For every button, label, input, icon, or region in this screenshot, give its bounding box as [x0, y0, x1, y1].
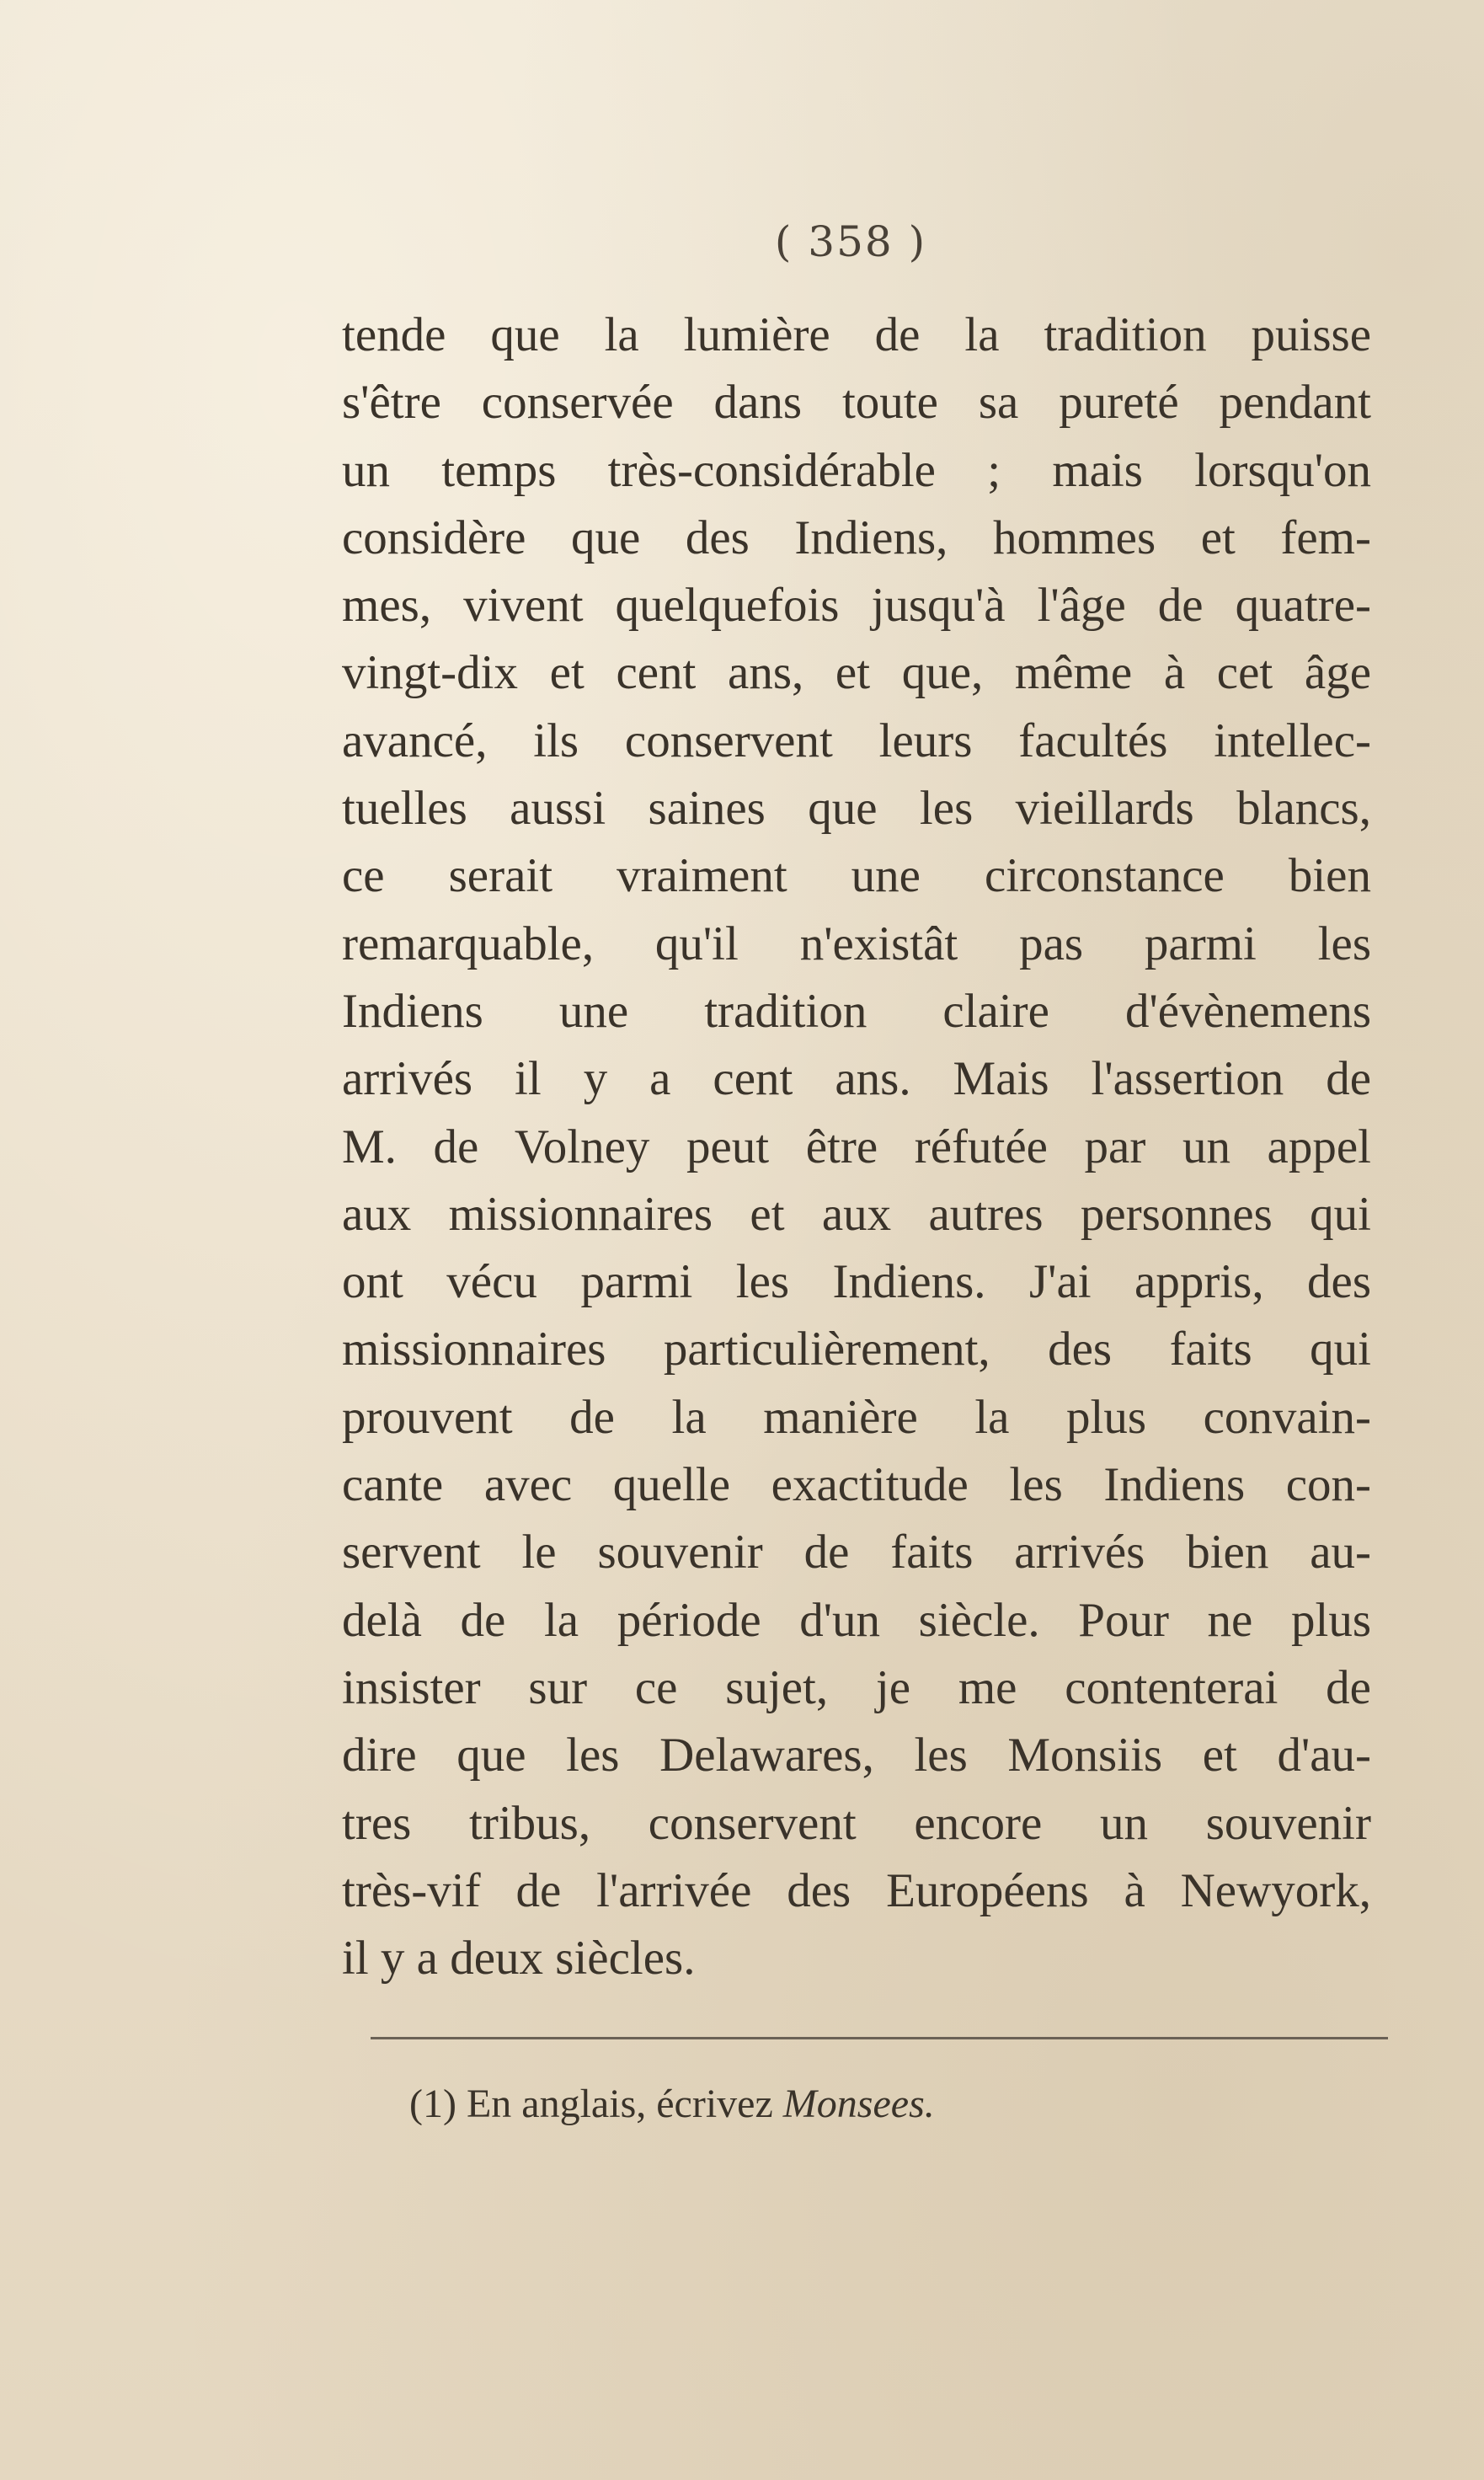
text-line: il y a deux siècles. — [342, 1932, 696, 1986]
text-line: ont vécu parmi les Indiens. J'ai appris, des — [342, 1255, 1371, 1309]
text-line: missionnaires particulièrement, des faits qui — [342, 1323, 1371, 1376]
text-line: tende que la lumière de la tradition puisse — [342, 308, 1371, 361]
text-line: servent le souvenir de faits arrivés bien au- — [342, 1526, 1371, 1579]
text-line: prouvent de la manière la plus convain- — [342, 1390, 1371, 1444]
text-line: aux missionnaires et aux autres personnes qui — [342, 1187, 1371, 1241]
text-line: ce serait vraiment une circonstance bien — [342, 849, 1371, 903]
text-line: mes, vivent quelquefois jusqu'à l'âge de quatre- — [342, 579, 1371, 633]
text-line: insister sur ce sujet, je me contenterai de — [342, 1660, 1371, 1714]
text-line: dire que les Delawares, les Monsiis et d'au- — [342, 1729, 1371, 1782]
text-line: tres tribus, conservent encore un souvenir — [342, 1796, 1371, 1850]
footnote-italic-term: Monsees. — [782, 2082, 935, 2126]
text-line: tuelles aussi saines que les vieillards blancs, — [342, 782, 1371, 836]
footnote — [409, 2081, 935, 2127]
text-line: remarquable, qu'il n'existât pas parmi les — [342, 917, 1371, 970]
footnote-rule — [371, 2037, 1388, 2039]
text-line: vingt-dix et cent ans, et que, même à cet âge — [342, 646, 1371, 700]
text-line: avancé, ils conservent leurs facultés intellec- — [342, 714, 1371, 767]
text-line: un temps très-considérable ; mais lorsqu'on — [342, 443, 1371, 497]
text-line: cante avec quelle exactitude les Indiens con- — [342, 1458, 1371, 1512]
text-line: s'être conservée dans toute sa pureté pendant — [342, 376, 1371, 430]
footnote-text: (1) En anglais, écrivez — [409, 2082, 783, 2126]
text-line: très-vif de l'arrivée des Européens à Newyork, — [342, 1863, 1371, 1917]
text-line: considère que des Indiens, hommes et fem- — [342, 510, 1371, 564]
body-text — [342, 302, 1371, 1992]
text-line: M. de Volney peut être réfutée par un appel — [342, 1120, 1371, 1173]
text-line: arrivés il y a cent ans. Mais l'assertion de — [342, 1052, 1371, 1106]
page-number: ( 358 ) — [774, 217, 927, 266]
text-line: delà de la période d'un siècle. Pour ne plus — [342, 1593, 1371, 1647]
text-line: Indiens une tradition claire d'évènemens — [342, 984, 1371, 1038]
